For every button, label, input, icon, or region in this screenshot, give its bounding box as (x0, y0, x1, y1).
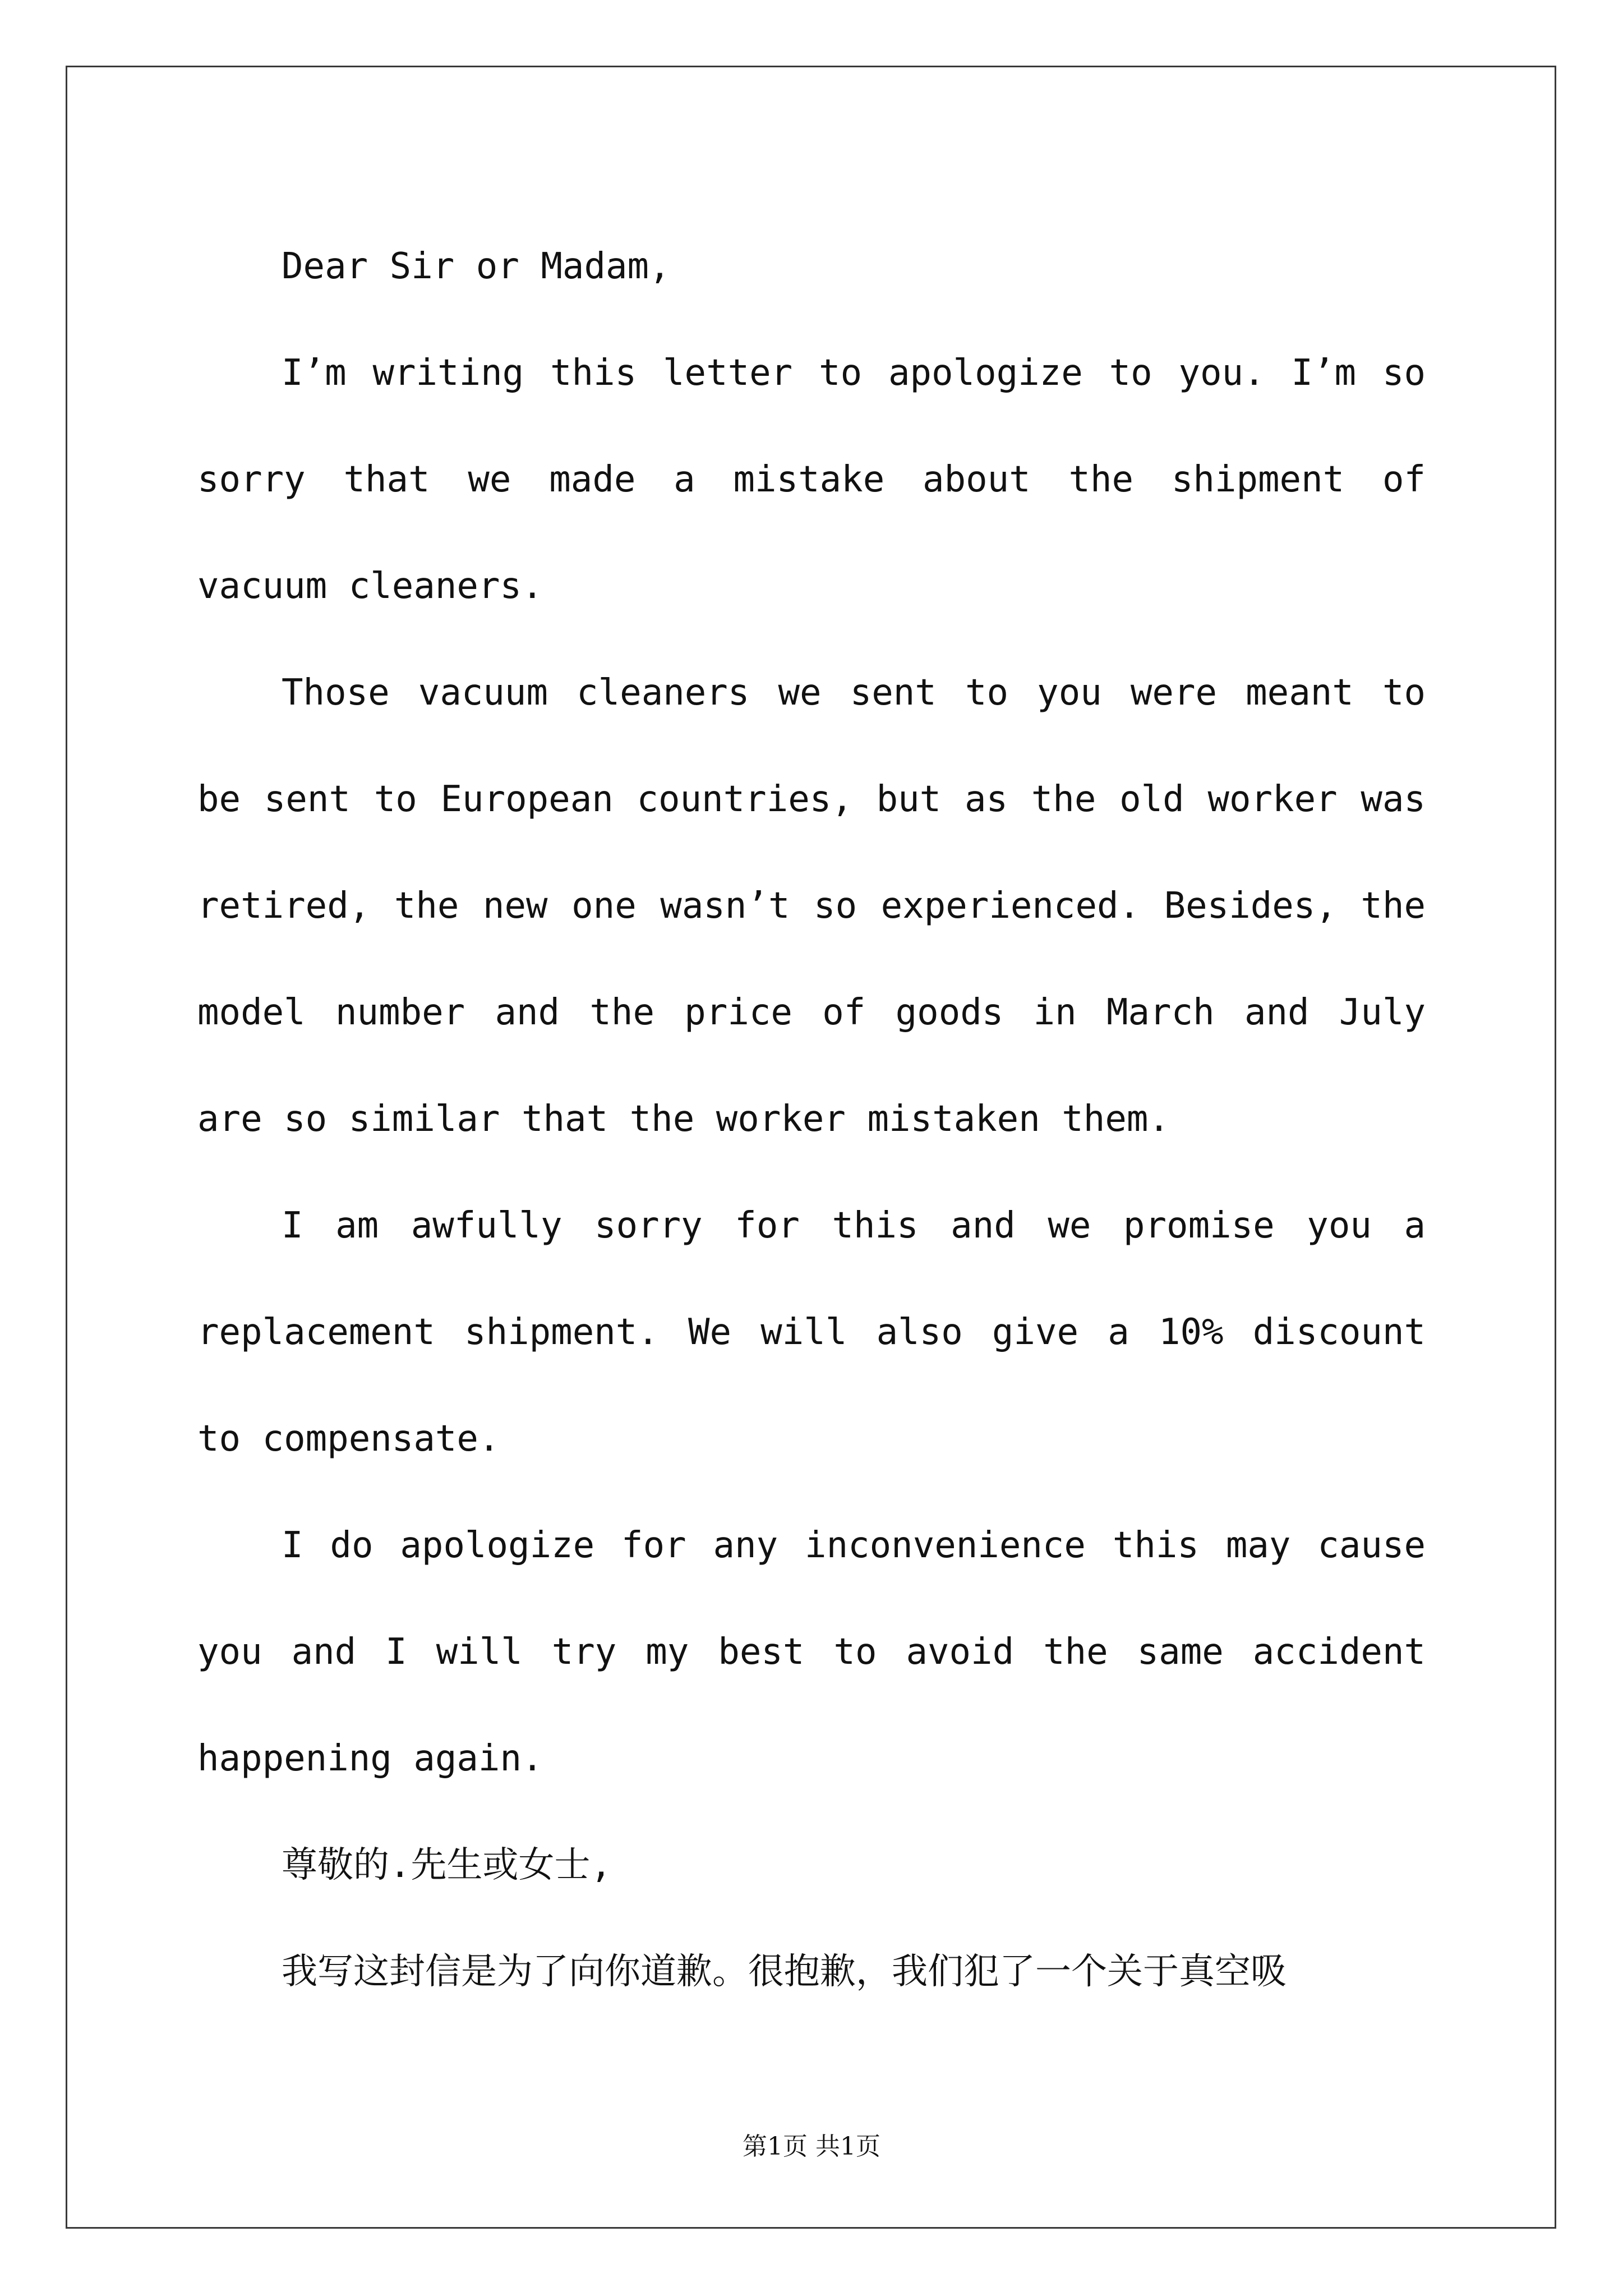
cn-paragraph: 我写这封信是为了向你道歉。很抱歉，我们犯了一个关于真空吸 (282, 1951, 1287, 1993)
page-footer: 第1页 共1页 (743, 2132, 880, 2161)
letter-body (197, 213, 1426, 2025)
salutation: Dear Sir or Madam, (282, 246, 671, 287)
cn-salutation: 尊敬的.先生或女士, (282, 1844, 612, 1886)
paragraph-2: Those vacuum cleaners we sent to you were meant to be sent to European countries, but as the old worker was retired, the new one wasn’t so experienced. Besides, the model number and the price of goods in March and July are so similar that the worker mistaken them. (197, 672, 1426, 1140)
paragraph-4: I do apologize for any inconvenience this may cause you and I will try my best to avoid the same accident happening again. (197, 1525, 1426, 1779)
paragraph-3: I am awfully sorry for this and we promise you a replacement shipment. We will also give a 10% discount to compensate. (197, 1205, 1426, 1460)
paragraph-1: I’m writing this letter to apologize to you. I’m so sorry that we made a mistake about the shipment of vacuum cleaners. (197, 352, 1426, 607)
